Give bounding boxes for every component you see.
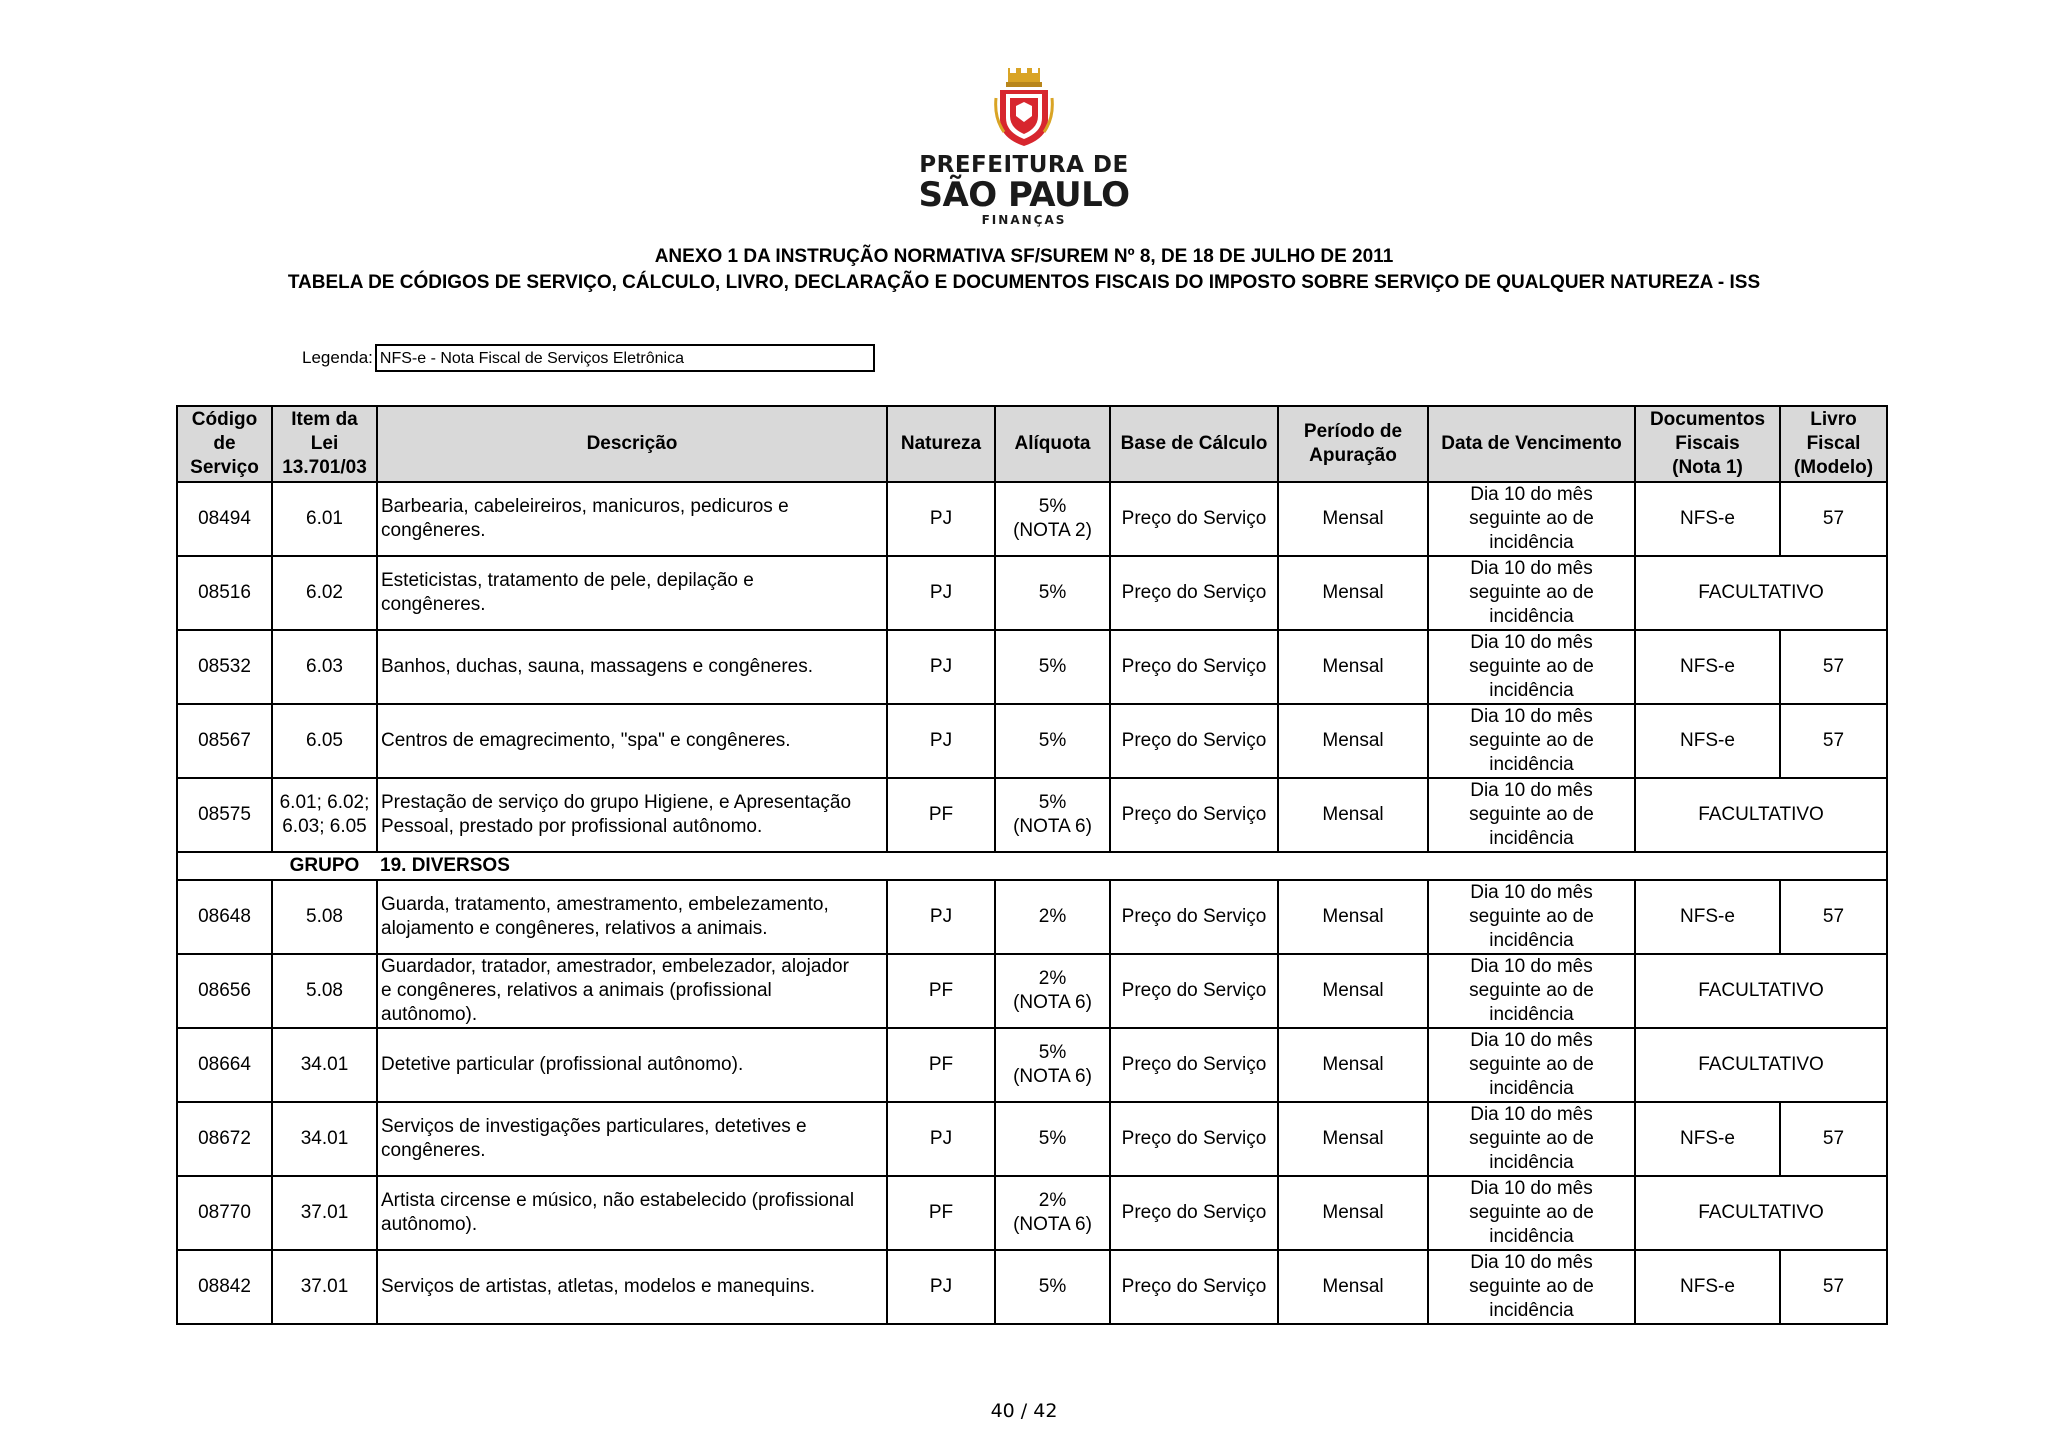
cell-vencimento: Dia 10 do mês seguinte ao de incidência	[1428, 1250, 1635, 1324]
cell-base-calculo: Preço do Serviço	[1110, 954, 1278, 1028]
cell-codigo: 08656	[177, 954, 272, 1028]
cell-base-calculo: Preço do Serviço	[1110, 704, 1278, 778]
cell-base-calculo: Preço do Serviço	[1110, 1250, 1278, 1324]
cell-codigo: 08770	[177, 1176, 272, 1250]
cell-periodo: Mensal	[1278, 778, 1428, 852]
cell-vencimento: Dia 10 do mês seguinte ao de incidência	[1428, 1102, 1635, 1176]
cell-base-calculo: Preço do Serviço	[1110, 1102, 1278, 1176]
cell-base-calculo: Preço do Serviço	[1110, 482, 1278, 556]
header-descricao: Descrição	[377, 406, 887, 482]
table-body	[177, 482, 1887, 1324]
table-row	[177, 556, 1887, 630]
cell-documentos: NFS-e	[1635, 1250, 1780, 1324]
cell-aliquota: 5%	[995, 704, 1110, 778]
cell-aliquota: 2% (NOTA 6)	[995, 1176, 1110, 1250]
service-codes-table	[176, 405, 1888, 1325]
cell-periodo: Mensal	[1278, 880, 1428, 954]
table-row	[177, 954, 1887, 1028]
prefeitura-logo	[0, 68, 2048, 228]
cell-periodo: Mensal	[1278, 1102, 1428, 1176]
cell-codigo: 08575	[177, 778, 272, 852]
header-natureza: Natureza	[887, 406, 995, 482]
cell-facultativo: FACULTATIVO	[1635, 1028, 1887, 1102]
cell-item-lei: 34.01	[272, 1028, 377, 1102]
cell-livro: 57	[1780, 630, 1887, 704]
logo-line-prefeitura: PREFEITURA DE	[919, 152, 1129, 178]
cell-codigo: 08842	[177, 1250, 272, 1324]
document-title	[0, 244, 2048, 296]
cell-codigo: 08516	[177, 556, 272, 630]
header-item-lei: Item da Lei 13.701/03	[272, 406, 377, 482]
cell-item-lei: 6.02	[272, 556, 377, 630]
cell-periodo: Mensal	[1278, 1176, 1428, 1250]
cell-natureza: PJ	[887, 704, 995, 778]
table-row	[177, 482, 1887, 556]
header-data-vencimento: Data de Vencimento	[1428, 406, 1635, 482]
header-base-calculo: Base de Cálculo	[1110, 406, 1278, 482]
cell-vencimento: Dia 10 do mês seguinte ao de incidência	[1428, 880, 1635, 954]
cell-descricao: Prestação de serviço do grupo Higiene, e Apresentação Pessoal, prestado por profissional autônomo.	[377, 778, 887, 852]
cell-base-calculo: Preço do Serviço	[1110, 880, 1278, 954]
header-codigo: Código de Serviço	[177, 406, 272, 482]
cell-base-calculo: Preço do Serviço	[1110, 630, 1278, 704]
cell-codigo: 08672	[177, 1102, 272, 1176]
cell-natureza: PJ	[887, 1102, 995, 1176]
cell-base-calculo: Preço do Serviço	[1110, 556, 1278, 630]
cell-codigo: 08664	[177, 1028, 272, 1102]
table-row	[177, 880, 1887, 954]
cell-documentos: NFS-e	[1635, 880, 1780, 954]
table-row	[177, 1102, 1887, 1176]
group-row	[177, 852, 1887, 880]
cell-descricao: Centros de emagrecimento, "spa" e congêneres.	[377, 704, 887, 778]
cell-item-lei: 37.01	[272, 1250, 377, 1324]
cell-item-lei: 37.01	[272, 1176, 377, 1250]
cell-aliquota: 5% (NOTA 6)	[995, 1028, 1110, 1102]
cell-codigo: 08532	[177, 630, 272, 704]
logo-line-financas: FINANÇAS	[981, 213, 1067, 227]
cell-descricao: Serviços de investigações particulares, detetives e congêneres.	[377, 1102, 887, 1176]
cell-descricao: Esteticistas, tratamento de pele, depilação e congêneres.	[377, 556, 887, 630]
cell-codigo: 08567	[177, 704, 272, 778]
cell-periodo: Mensal	[1278, 482, 1428, 556]
cell-descricao: Barbearia, cabeleireiros, manicuros, pedicuros e congêneres.	[377, 482, 887, 556]
group-name: 19. DIVERSOS	[377, 852, 1887, 880]
table-row	[177, 778, 1887, 852]
cell-item-lei: 6.05	[272, 704, 377, 778]
header-livro-fiscal: Livro Fiscal (Modelo)	[1780, 406, 1887, 482]
cell-documentos: NFS-e	[1635, 482, 1780, 556]
table-row	[177, 630, 1887, 704]
cell-natureza: PJ	[887, 556, 995, 630]
cell-codigo: 08494	[177, 482, 272, 556]
cell-vencimento: Dia 10 do mês seguinte ao de incidência	[1428, 778, 1635, 852]
cell-aliquota: 5%	[995, 1102, 1110, 1176]
legend-label: Legenda:	[302, 348, 373, 367]
cell-documentos: NFS-e	[1635, 630, 1780, 704]
cell-facultativo: FACULTATIVO	[1635, 556, 1887, 630]
cell-aliquota: 2% (NOTA 6)	[995, 954, 1110, 1028]
cell-base-calculo: Preço do Serviço	[1110, 1028, 1278, 1102]
cell-base-calculo: Preço do Serviço	[1110, 778, 1278, 852]
sao-paulo-coat-of-arms-icon	[994, 68, 1054, 148]
cell-vencimento: Dia 10 do mês seguinte ao de incidência	[1428, 1028, 1635, 1102]
cell-livro: 57	[1780, 1102, 1887, 1176]
cell-descricao: Guardador, tratador, amestrador, embelezador, alojador e congêneres, relativos a animais (profissional autônomo).	[377, 954, 887, 1028]
cell-facultativo: FACULTATIVO	[1635, 778, 1887, 852]
cell-item-lei: 6.01	[272, 482, 377, 556]
cell-descricao: Banhos, duchas, sauna, massagens e congêneres.	[377, 630, 887, 704]
cell-item-lei: 34.01	[272, 1102, 377, 1176]
table-row	[177, 1176, 1887, 1250]
cell-aliquota: 5% (NOTA 2)	[995, 482, 1110, 556]
group-spacer	[177, 852, 272, 880]
cell-descricao: Serviços de artistas, atletas, modelos e manequins.	[377, 1250, 887, 1324]
page-number: 40 / 42	[990, 1400, 1058, 1422]
table-row	[177, 1028, 1887, 1102]
cell-livro: 57	[1780, 704, 1887, 778]
table-row	[177, 1250, 1887, 1324]
table-header-row	[177, 406, 1887, 482]
legend-box: NFS-e - Nota Fiscal de Serviços Eletrônica	[375, 344, 875, 372]
cell-aliquota: 5%	[995, 556, 1110, 630]
cell-aliquota: 5%	[995, 630, 1110, 704]
cell-vencimento: Dia 10 do mês seguinte ao de incidência	[1428, 954, 1635, 1028]
cell-documentos: NFS-e	[1635, 1102, 1780, 1176]
cell-natureza: PF	[887, 778, 995, 852]
cell-vencimento: Dia 10 do mês seguinte ao de incidência	[1428, 1176, 1635, 1250]
cell-periodo: Mensal	[1278, 630, 1428, 704]
group-label: GRUPO	[272, 852, 377, 880]
cell-vencimento: Dia 10 do mês seguinte ao de incidência	[1428, 704, 1635, 778]
title-line-2: TABELA DE CÓDIGOS DE SERVIÇO, CÁLCULO, LIVRO, DECLARAÇÃO E DOCUMENTOS FISCAIS DO IMPOSTO SOBRE SERVIÇO DE QUALQUER NATUREZA - ISS	[287, 272, 1761, 293]
cell-descricao: Guarda, tratamento, amestramento, embelezamento, alojamento e congêneres, relativos a animais.	[377, 880, 887, 954]
cell-periodo: Mensal	[1278, 954, 1428, 1028]
cell-natureza: PF	[887, 954, 995, 1028]
cell-facultativo: FACULTATIVO	[1635, 954, 1887, 1028]
cell-descricao: Artista circense e músico, não estabelecido (profissional autônomo).	[377, 1176, 887, 1250]
header-aliquota: Alíquota	[995, 406, 1110, 482]
cell-aliquota: 2%	[995, 880, 1110, 954]
header-documentos-fiscais: Documentos Fiscais (Nota 1)	[1635, 406, 1780, 482]
header-periodo-apuracao: Período de Apuração	[1278, 406, 1428, 482]
logo-line-sao-paulo: SÃO PAULO	[918, 175, 1130, 215]
cell-natureza: PJ	[887, 1250, 995, 1324]
cell-aliquota: 5% (NOTA 6)	[995, 778, 1110, 852]
title-line-1: ANEXO 1 DA INSTRUÇÃO NORMATIVA SF/SUREM Nº 8, DE 18 DE JULHO DE 2011	[654, 246, 1394, 267]
cell-vencimento: Dia 10 do mês seguinte ao de incidência	[1428, 482, 1635, 556]
cell-codigo: 08648	[177, 880, 272, 954]
cell-periodo: Mensal	[1278, 704, 1428, 778]
legend	[302, 344, 875, 372]
cell-vencimento: Dia 10 do mês seguinte ao de incidência	[1428, 630, 1635, 704]
cell-natureza: PF	[887, 1176, 995, 1250]
cell-item-lei: 5.08	[272, 954, 377, 1028]
cell-periodo: Mensal	[1278, 556, 1428, 630]
cell-base-calculo: Preço do Serviço	[1110, 1176, 1278, 1250]
cell-item-lei: 6.03	[272, 630, 377, 704]
cell-item-lei: 6.01; 6.02; 6.03; 6.05	[272, 778, 377, 852]
cell-aliquota: 5%	[995, 1250, 1110, 1324]
cell-item-lei: 5.08	[272, 880, 377, 954]
cell-livro: 57	[1780, 482, 1887, 556]
cell-descricao: Detetive particular (profissional autônomo).	[377, 1028, 887, 1102]
cell-periodo: Mensal	[1278, 1028, 1428, 1102]
cell-documentos: NFS-e	[1635, 704, 1780, 778]
cell-facultativo: FACULTATIVO	[1635, 1176, 1887, 1250]
cell-periodo: Mensal	[1278, 1250, 1428, 1324]
cell-vencimento: Dia 10 do mês seguinte ao de incidência	[1428, 556, 1635, 630]
cell-natureza: PJ	[887, 630, 995, 704]
cell-natureza: PF	[887, 1028, 995, 1102]
cell-livro: 57	[1780, 880, 1887, 954]
cell-livro: 57	[1780, 1250, 1887, 1324]
table-row	[177, 704, 1887, 778]
cell-natureza: PJ	[887, 880, 995, 954]
cell-natureza: PJ	[887, 482, 995, 556]
